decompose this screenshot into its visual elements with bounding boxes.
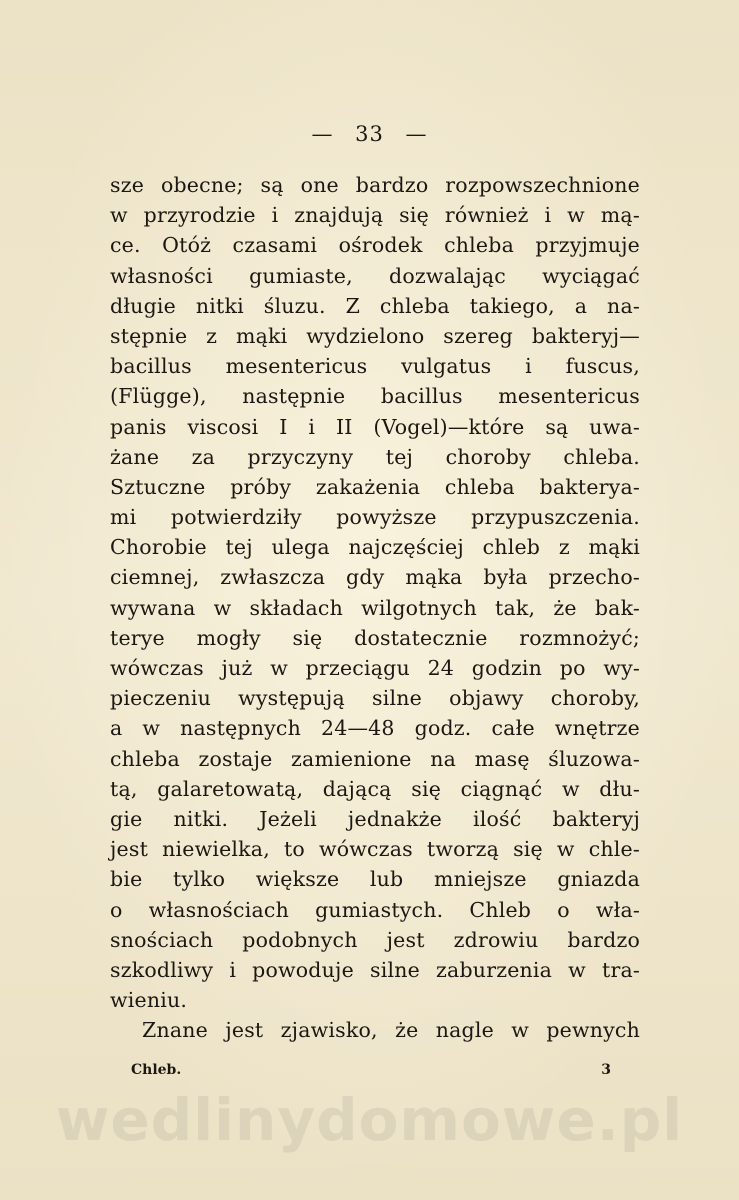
watermark: wedlinydomowe.pl <box>55 1086 684 1154</box>
body-text <box>110 170 640 1045</box>
text-line: gie nitki. Jeżeli jednakże ilość bakteryj <box>110 806 640 831</box>
text-line: ciemnej, zwłaszcza gdy mąka była przecho- <box>110 565 640 590</box>
signature-title: Chleb. <box>131 1062 182 1078</box>
text-line: panis viscosi I i II (Vogel)—które są uwa- <box>110 414 640 439</box>
text-line: snościach podobnych jest zdrowiu bardzo <box>110 927 640 952</box>
running-head-dash-right: — <box>405 122 428 146</box>
text-line: chleba zostaje zamienione na masę śluzowa- <box>110 746 640 771</box>
text-line: pieczeniu występują silne objawy choroby, <box>110 686 640 711</box>
text-line: o własnościach gumiastych. Chleb o wła- <box>110 897 640 922</box>
text-line: stępnie z mąki wydzielono szereg bakteryj— <box>110 323 640 348</box>
running-head-dash-left: — <box>311 122 334 146</box>
text-line: bie tylko większe lub mniejsze gniazda <box>110 867 640 892</box>
text-line-paragraph-start: Znane jest zjawisko, że nagle w pewnych <box>142 1018 640 1043</box>
text-line: a w następnych 24—48 godz. całe wnętrze <box>110 716 640 741</box>
text-line: w przyrodzie i znajdują się również i w mą- <box>110 203 640 228</box>
text-line: długie nitki śluzu. Z chleba takiego, a na- <box>110 293 640 318</box>
text-line: wówczas już w przeciągu 24 godzin po wy- <box>110 656 640 680</box>
text-line: wywana w składach wilgotnych tak, że bak- <box>110 595 640 620</box>
text-line: Chorobie tej ulega najczęściej chleb z mąki <box>110 535 640 560</box>
text-line: bacillus mesentericus vulgatus i fuscus, <box>110 354 640 379</box>
text-line: Sztuczne próby zakażenia chleba bakterya- <box>110 474 640 499</box>
text-line-paragraph-end: wieniu. <box>110 988 188 1013</box>
page-number: 33 <box>355 122 384 146</box>
text-line: jest niewielka, to wówczas tworzą się w chle- <box>110 837 640 862</box>
text-line: szkodliwy i powoduje silne zaburzenia w tra- <box>110 957 640 982</box>
signature-number: 3 <box>601 1062 611 1078</box>
text-line: tą, galaretowatą, dającą się ciągnąć w dłu- <box>110 776 640 801</box>
text-line: żane za przyczyny tej choroby chleba. <box>110 444 640 469</box>
text-line: (Flügge), następnie bacillus mesentericus <box>110 384 640 409</box>
text-line: terye mogły się dostatecznie rozmnożyć; <box>110 625 640 650</box>
text-line: własności gumiaste, dozwalając wyciągać <box>110 263 640 288</box>
text-line: ce. Otóż czasami ośrodek chleba przyjmuje <box>110 233 640 258</box>
text-line: mi potwierdziły powyższe przypuszczenia. <box>110 505 640 530</box>
text-line: sze obecne; są one bardzo rozpowszechnione <box>110 173 640 197</box>
running-head <box>0 122 739 146</box>
